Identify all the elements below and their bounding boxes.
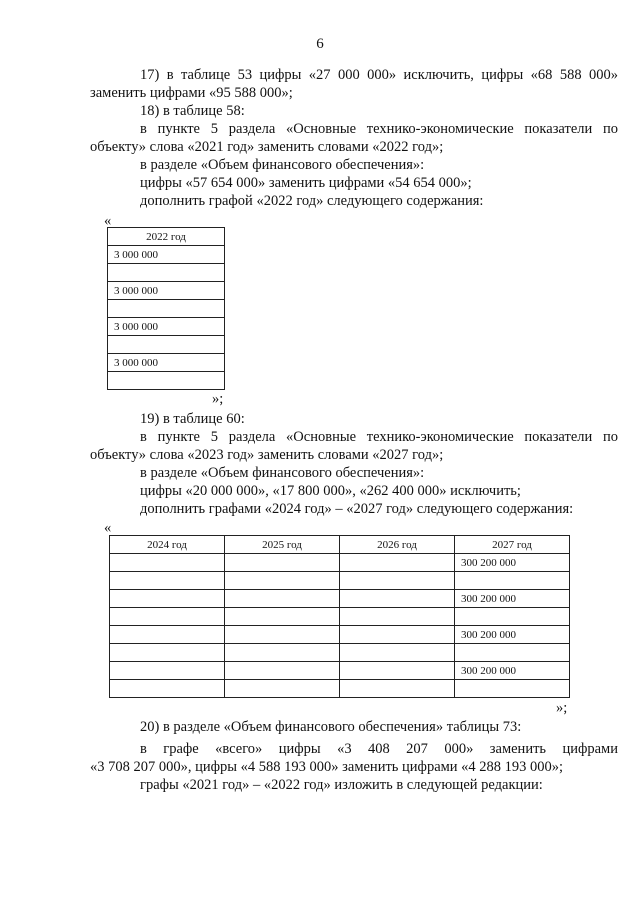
table-cell [225,608,340,626]
table-cell [455,644,570,662]
table-row [110,608,570,626]
table-row [108,354,225,372]
text-line: 18) в таблице 58: [140,103,245,119]
text-line: дополнить графой «2022 год» следующего содержания: [140,193,484,209]
table-cell [108,372,225,390]
table-cell [225,680,340,698]
table-cell [340,554,455,572]
table-cell [108,336,225,354]
table-cell [340,662,455,680]
table-cell [340,590,455,608]
table-cell: 3 000 000 [108,354,225,372]
table-2022 [107,227,225,390]
table-cell [108,264,225,282]
table-cell [110,662,225,680]
table-row [110,572,570,590]
table-header-row [108,228,225,246]
close-quote: »; [212,391,224,407]
table-cell [455,572,570,590]
table-cell [225,626,340,644]
table-row [110,626,570,644]
table-row [110,644,570,662]
table-cell [225,644,340,662]
table-cell [110,608,225,626]
table-header-cell: 2022 год [108,228,225,246]
table-cell [455,680,570,698]
text-line: объекту» слова «2023 год» заменить словами «2027 год»; [90,447,444,463]
open-quote: « [104,213,112,229]
table-cell [340,680,455,698]
close-quote: »; [556,700,568,716]
table-cell: 300 200 000 [455,662,570,680]
text-line: объекту» слова «2021 год» заменить словами «2022 год»; [90,139,444,155]
table-cell [110,554,225,572]
text-line: 20) в разделе «Объем финансового обеспечения» таблицы 73: [140,719,522,735]
table-cell: 3 000 000 [108,318,225,336]
table-header-cell: 2025 год [225,536,340,554]
table-row [108,264,225,282]
table-row [110,554,570,572]
table-cell: 300 200 000 [455,554,570,572]
table-cell [110,626,225,644]
table-cell [340,644,455,662]
text-line: «3 708 207 000», цифры «4 588 193 000» заменить цифрами «4 288 193 000»; [90,759,564,775]
text-line: дополнить графами «2024 год» – «2027 год» следующего содержания: [140,501,574,517]
table-cell [225,554,340,572]
table-cell [340,608,455,626]
table-cell [455,608,570,626]
table-header-row [110,536,570,554]
text-line: цифры «57 654 000» заменить цифрами «54 654 000»; [140,175,472,191]
table-row [110,662,570,680]
table-row [108,336,225,354]
table-cell [340,626,455,644]
table-header-cell: 2027 год [455,536,570,554]
table-row [108,246,225,264]
table-2024-2027 [109,535,570,698]
table-cell [110,644,225,662]
table-cell [110,590,225,608]
text-line: заменить цифрами «95 588 000»; [90,85,293,101]
text-line: в пункте 5 раздела «Основные технико-экономические показатели по [140,121,618,137]
table-cell: 3 000 000 [108,246,225,264]
text-line: в пункте 5 раздела «Основные технико-экономические показатели по [140,429,618,445]
text-line: графы «2021 год» – «2022 год» изложить в следующей редакции: [140,777,543,793]
table-cell: 3 000 000 [108,282,225,300]
text-line: 17) в таблице 53 цифры «27 000 000» исключить, цифры «68 588 000» [140,67,618,83]
table-cell [108,300,225,318]
text-line: в графе «всего» цифры «3 408 207 000» заменить цифрами [140,741,618,757]
table-row [108,372,225,390]
table-row [108,282,225,300]
table-header-cell: 2024 год [110,536,225,554]
table-row [108,300,225,318]
page-number: 6 [316,36,324,52]
table-cell [225,662,340,680]
text-line: в разделе «Объем финансового обеспечения»: [140,157,425,173]
table-cell [225,572,340,590]
table-cell [110,680,225,698]
table-header-cell: 2026 год [340,536,455,554]
table-cell: 300 200 000 [455,626,570,644]
table-cell [340,572,455,590]
text-line: 19) в таблице 60: [140,411,245,427]
text-line: цифры «20 000 000», «17 800 000», «262 400 000» исключить; [140,483,521,499]
table-row [110,680,570,698]
text-line: в разделе «Объем финансового обеспечения»: [140,465,425,481]
table-cell [225,590,340,608]
table-row [108,318,225,336]
open-quote: « [104,520,112,536]
table-cell [110,572,225,590]
table-cell: 300 200 000 [455,590,570,608]
table-row [110,590,570,608]
